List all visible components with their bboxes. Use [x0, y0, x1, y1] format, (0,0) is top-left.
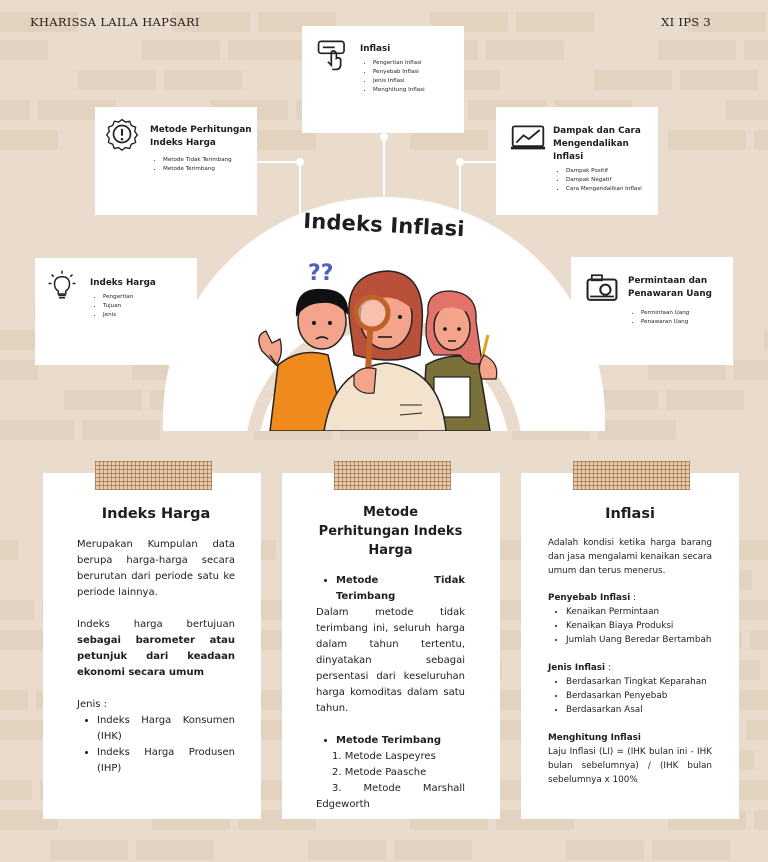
- list-item: • Pengertian Inflasi: [373, 59, 460, 68]
- brick: [566, 840, 644, 860]
- click-icon: [316, 38, 350, 72]
- brick: [228, 40, 306, 60]
- panel-inflasi: [521, 473, 739, 819]
- class-label: XI IPS 3: [661, 15, 711, 29]
- brick: [668, 130, 746, 150]
- list-item: • Penyebab Inflasi: [373, 68, 460, 77]
- list-item: • Indeks Harga Konsumen (IHK): [97, 713, 235, 745]
- panel-title: Indeks Harga: [101, 506, 211, 522]
- list-item-heading: • Metode Terimbang: [336, 733, 465, 749]
- list-item: • Berdasarkan Asal: [566, 703, 712, 717]
- list-item: • Kenaikan Permintaan: [566, 605, 712, 619]
- brick: [78, 70, 156, 90]
- brick: [142, 40, 220, 60]
- card-title: Dampak dan Cara Mengendalikan Inflasi: [553, 126, 641, 162]
- list-item: • Berdasarkan Penyebab: [566, 689, 712, 703]
- list-item: • Metode Tidak Terimbang: [163, 156, 254, 165]
- brick: [754, 130, 768, 150]
- card-title: Permintaan dan Penawaran Uang: [628, 276, 712, 299]
- list-item: 1. Metode Laspeyres: [332, 751, 436, 762]
- list-item: 3. Metode Marshall Edgeworth: [316, 783, 465, 810]
- washi-tape: [573, 461, 690, 490]
- brick: [0, 540, 18, 560]
- definition-text: Adalah kondisi ketika harga barang dan jasa mengalami kenaikan secara umum dan terus menerus.: [548, 538, 712, 576]
- author-name: KHARISSA LAILA HAPSARI: [30, 15, 200, 29]
- section-label: Menghitung Inflasi: [548, 733, 641, 743]
- warning-icon: [105, 117, 139, 151]
- brick: [0, 40, 48, 60]
- card-title: Metode Perhitungan Indeks Harga: [150, 125, 252, 148]
- list-item: • Kenaikan Biaya Produksi: [566, 619, 712, 633]
- brick: [750, 630, 768, 650]
- list-item: • Penawaran Uang: [641, 318, 730, 327]
- brick: [50, 840, 128, 860]
- connector-line: [459, 161, 497, 163]
- connector-dot: [380, 133, 388, 141]
- jenis-label: Jenis :: [77, 699, 107, 710]
- card-title: Indeks Harga: [90, 278, 156, 288]
- brick: [598, 420, 676, 440]
- brick: [734, 360, 768, 380]
- list-item-heading: • Metode Tidak Terimbang: [336, 573, 465, 605]
- lightbulb-icon: [47, 268, 77, 302]
- inflation-formula: Laju Inflasi (LI) = (IHK bulan ini - IHK bulan sebelumnya) / (IHK bulan sebelumnya x 100%: [548, 747, 712, 785]
- question-marks: ??: [308, 261, 334, 286]
- list-item: • Permintaan Uang: [641, 309, 730, 318]
- list-item: • Jenis Inflasi: [373, 77, 460, 86]
- panel-metode-perhitungan: [282, 473, 500, 819]
- chart-monitor-icon: [510, 121, 546, 157]
- washi-tape: [334, 461, 451, 490]
- card-indeks-harga[interactable]: [35, 258, 197, 365]
- list-item: • Tujuan: [103, 302, 194, 311]
- card-metode-perhitungan[interactable]: [95, 107, 257, 215]
- brick: [394, 840, 472, 860]
- brick: [666, 390, 744, 410]
- main-title: Indeks Inflasi: [302, 208, 466, 242]
- purpose-text: Indeks harga bertujuan sebagai barometer atau petunjuk dari keadaan ekonomi secara umum: [77, 619, 235, 678]
- brick: [680, 70, 758, 90]
- list-item: • Menghitung Inflasi: [373, 86, 460, 95]
- brick: [726, 100, 768, 120]
- brick: [308, 840, 386, 860]
- brick: [0, 600, 34, 620]
- section-label: Jenis Inflasi :: [548, 663, 611, 673]
- card-inflasi[interactable]: [302, 26, 464, 133]
- panel-title: Metode Perhitungan Indeks Harga: [318, 505, 463, 558]
- card-title: Inflasi: [360, 44, 391, 54]
- section-label: Penyebab Inflasi :: [548, 593, 636, 603]
- brick: [136, 840, 214, 860]
- card-dampak[interactable]: [496, 107, 658, 215]
- brick: [0, 690, 28, 710]
- brick: [594, 70, 672, 90]
- brick: [410, 130, 488, 150]
- brick: [746, 720, 768, 740]
- brick: [164, 70, 242, 90]
- list-item: • Dampak Positif: [566, 167, 653, 176]
- connector-line: [255, 161, 300, 163]
- method-description: Dalam metode tidak terimbang ini, seluruh harga dalam tahun tertentu, dinyatakan sebagai persentasi dari keseluruhan harga komoditas dalam satu tahun.: [316, 607, 465, 714]
- list-item: • Cara Mengendalikan Inflasi: [566, 185, 653, 194]
- brick: [486, 40, 564, 60]
- list-item: • Jenis: [103, 311, 194, 320]
- brick: [0, 100, 30, 120]
- panel-title: Inflasi: [605, 506, 655, 522]
- students-illustration: [250, 255, 520, 431]
- brick: [652, 840, 730, 860]
- brick: [0, 360, 38, 380]
- brick: [82, 420, 160, 440]
- brick: [764, 330, 768, 350]
- list-item: • Dampak Negatif: [566, 176, 653, 185]
- brick: [516, 12, 594, 32]
- brick: [0, 780, 32, 800]
- brick: [0, 130, 58, 150]
- list-item: • Berdasarkan Tingkat Keparahan: [566, 675, 712, 689]
- brick: [64, 390, 142, 410]
- brick: [754, 810, 768, 830]
- panel-indeks-harga: [43, 473, 261, 819]
- connector-line: [383, 132, 385, 202]
- connector-dot: [296, 158, 304, 166]
- list-item: • Jumlah Uang Beredar Bertambah: [566, 633, 712, 647]
- brick: [658, 40, 736, 60]
- cash-register-icon: [585, 271, 619, 305]
- definition-text: Merupakan Kumpulan data berupa harga-harga secara berurutan dari periode satu ke periode lainnya.: [77, 539, 235, 598]
- list-item: 2. Metode Paasche: [332, 767, 427, 778]
- card-permintaan[interactable]: [571, 257, 733, 365]
- brick: [744, 40, 768, 60]
- list-item: • Metode Terimbang: [163, 165, 254, 174]
- brick: [0, 420, 74, 440]
- list-item: • Pengertian: [103, 293, 194, 302]
- connector-dot: [456, 158, 464, 166]
- washi-tape: [95, 461, 212, 490]
- list-item: • Indeks Harga Produsen (IHP): [97, 745, 235, 777]
